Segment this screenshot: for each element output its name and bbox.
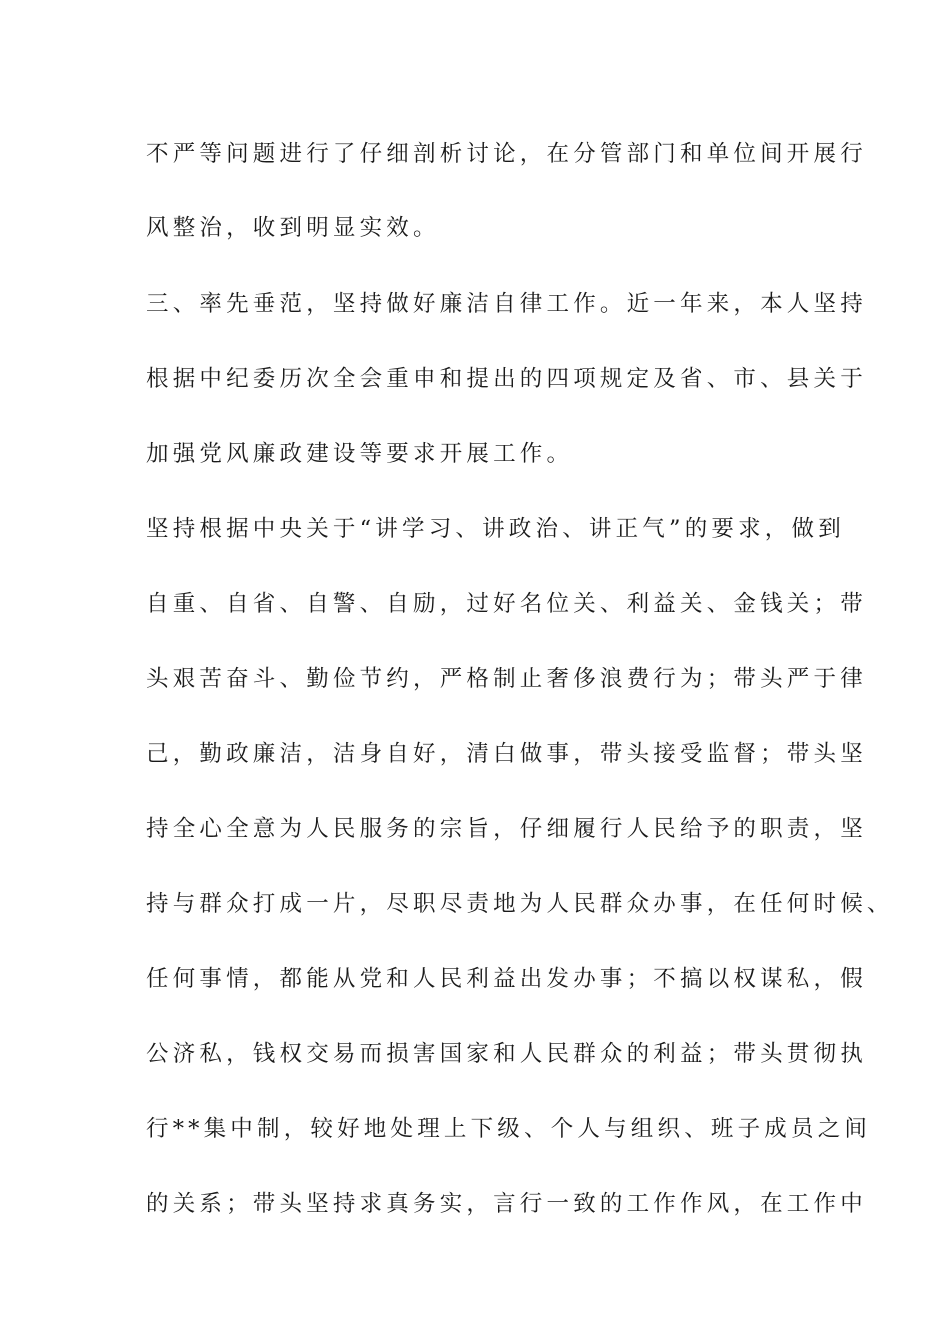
text-line: 行**集中制，较好地处理上下级、个人与组织、班子成员之间 — [146, 1116, 872, 1142]
text-line: 风整治，收到明显实效。 — [146, 215, 440, 241]
text-line: 坚持根据中央关于“讲学习、讲政治、讲正气”的要求，做到 — [146, 516, 845, 542]
text-line: 三、率先垂范，坚持做好廉洁自律工作。近一年来，本人坚持 — [146, 291, 867, 317]
text-line: 根据中纪委历次全会重申和提出的四项规定及省、市、县关于 — [146, 366, 867, 392]
text-line: 自重、自省、自警、自励，过好名位关、利益关、金钱关；带 — [146, 591, 867, 617]
text-line: 头艰苦奋斗、勤俭节约，严格制止奢侈浪费行为；带头严于律 — [146, 666, 867, 692]
text-line: 公济私，钱权交易而损害国家和人民群众的利益；带头贯彻执 — [146, 1041, 867, 1067]
text-line: 持全心全意为人民服务的宗旨，仔细履行人民给予的职责，坚 — [146, 816, 867, 842]
text-line: 己，勤政廉洁，洁身自好，清白做事，带头接受监督；带头坚 — [146, 741, 867, 767]
text-line: 持与群众打成一片，尽职尽责地为人民群众办事，在任何时候、 — [146, 891, 894, 917]
text-line: 加强党风廉政建设等要求开展工作。 — [146, 441, 574, 467]
text-line: 任何事情，都能从党和人民利益出发办事；不搞以权谋私，假 — [146, 966, 867, 992]
text-line: 不严等问题进行了仔细剖析讨论，在分管部门和单位间开展行 — [146, 141, 867, 167]
text-line: 的关系；带头坚持求真务实，言行一致的工作作风，在工作中 — [146, 1191, 867, 1217]
